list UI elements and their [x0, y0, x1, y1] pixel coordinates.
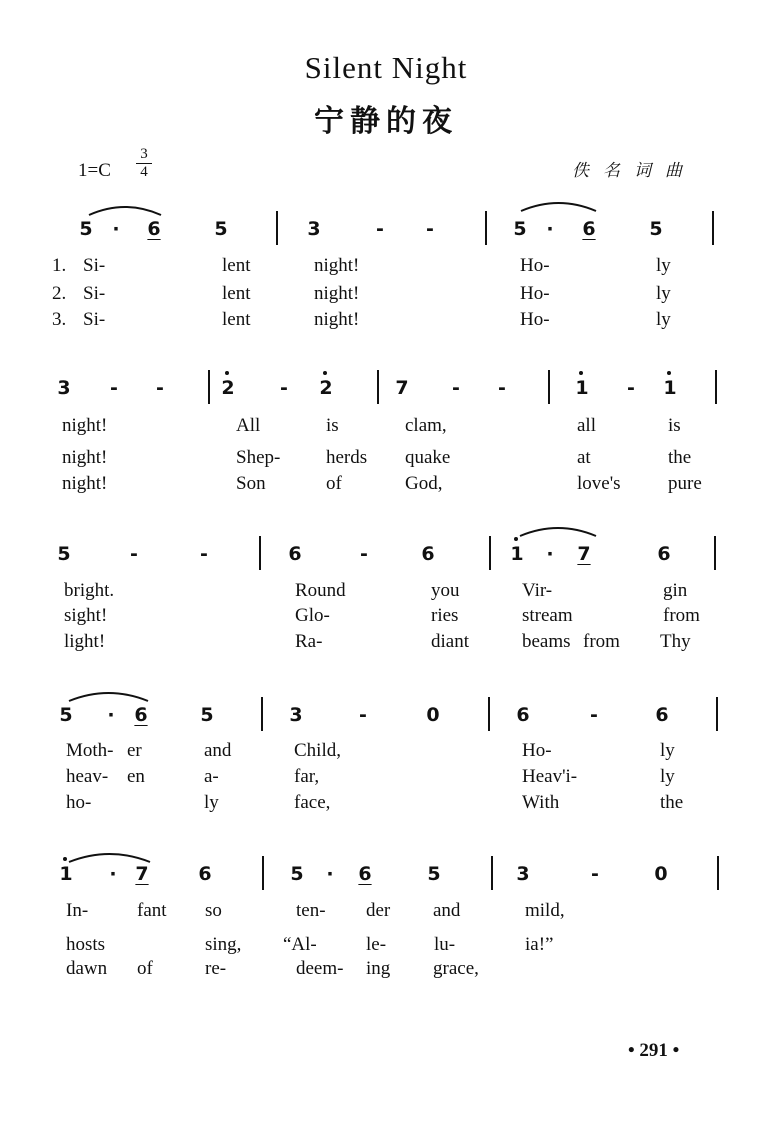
lyric-syllable: Son	[236, 473, 266, 494]
verse-number: 3.	[52, 309, 67, 330]
slur	[519, 524, 597, 538]
jianpu-note: -	[498, 377, 506, 399]
lyric-syllable: sight!	[64, 605, 108, 626]
verse-number: 2.	[52, 283, 67, 304]
lyric-syllable: diant	[431, 631, 469, 652]
slur	[520, 199, 597, 213]
lyric-syllable: Si-	[83, 309, 106, 330]
slur	[68, 850, 151, 864]
lyric-syllable: le-	[366, 934, 387, 955]
lyric-syllable: Ho-	[520, 309, 550, 330]
lyric-syllable: Ho-	[520, 283, 550, 304]
lyric-syllable: and	[433, 900, 461, 921]
jianpu-note: ·	[107, 704, 115, 726]
lyric-syllable: of	[326, 473, 342, 494]
lyric-syllable: from	[663, 605, 700, 626]
jianpu-note: 5	[214, 218, 228, 240]
lyric-syllable: and	[204, 740, 232, 761]
jianpu-note: -	[590, 704, 598, 726]
lyric-syllable: far,	[294, 766, 320, 787]
lyric-syllable: stream	[522, 605, 573, 626]
lyric-syllable: Child,	[294, 740, 341, 761]
jianpu-note: -	[426, 218, 434, 240]
jianpu-note: -	[130, 543, 138, 565]
lyric-syllable: Moth-	[66, 740, 114, 761]
jianpu-note: 3	[516, 863, 530, 885]
slur	[68, 689, 149, 703]
jianpu-note: 3	[289, 704, 303, 726]
lyric-syllable: ten-	[296, 900, 326, 921]
lyric-syllable: Si-	[83, 255, 106, 276]
time-signature-numerator: 3	[136, 146, 152, 164]
bar-line	[208, 370, 210, 404]
lyric-syllable: pure	[668, 473, 702, 494]
jianpu-note: 1	[54, 864, 78, 884]
time-signature	[136, 146, 152, 181]
jianpu-note: -	[452, 377, 460, 399]
lyric-syllable: ia!”	[525, 934, 554, 955]
lyric-syllable: er	[127, 740, 142, 761]
jianpu-note: -	[359, 704, 367, 726]
lyric-syllable: you	[431, 580, 460, 601]
lyric-syllable: ho-	[66, 792, 92, 813]
bar-line	[276, 211, 278, 245]
octave-dot	[579, 371, 583, 375]
bar-line	[717, 856, 719, 890]
lyric-syllable: dawn	[66, 958, 108, 979]
bar-line	[716, 697, 718, 731]
lyric-syllable: night!	[62, 447, 108, 468]
jianpu-note: -	[591, 863, 599, 885]
jianpu-note: 3	[57, 377, 71, 399]
lyric-syllable: light!	[64, 631, 106, 652]
lyric-syllable: Heav'i-	[522, 766, 578, 787]
lyric-syllable: night!	[62, 473, 108, 494]
jianpu-note: ·	[112, 218, 120, 240]
jianpu-note: ·	[546, 543, 554, 565]
lyric-syllable: God,	[405, 473, 443, 494]
lyric-syllable: Glo-	[295, 605, 330, 626]
lyric-syllable: Ho-	[520, 255, 550, 276]
title-chinese: 宁静的夜	[314, 104, 458, 139]
lyric-syllable: re-	[205, 958, 227, 979]
octave-dot	[225, 371, 229, 375]
lyric-syllable: lent	[222, 309, 251, 330]
lyric-syllable: deem-	[296, 958, 344, 979]
bar-line	[548, 370, 550, 404]
jianpu-note: -	[627, 377, 635, 399]
octave-dot	[514, 537, 518, 541]
bar-line	[491, 856, 493, 890]
jianpu-note: -	[110, 377, 118, 399]
lyric-syllable: so	[205, 900, 222, 921]
lyric-syllable: the	[660, 792, 684, 813]
lyric-syllable: from	[583, 631, 620, 652]
jianpu-note: 3	[307, 218, 321, 240]
bar-line	[489, 536, 491, 570]
page-number: • 291 •	[628, 1040, 680, 1061]
jianpu-note: 5	[59, 704, 73, 726]
title-english: Silent Night	[304, 50, 468, 85]
jianpu-note: 6	[198, 863, 212, 885]
jianpu-note: 5	[427, 863, 441, 885]
lyric-syllable: en	[127, 766, 145, 787]
jianpu-note: 5	[649, 218, 663, 240]
lyric-syllable: ly	[204, 792, 219, 813]
lyric-syllable: With	[522, 792, 560, 813]
lyric-syllable: In-	[66, 900, 89, 921]
lyric-syllable: ries	[431, 605, 459, 626]
lyric-syllable: ly	[656, 309, 671, 330]
jianpu-note: 1	[570, 378, 594, 398]
bar-line	[259, 536, 261, 570]
jianpu-note: 5	[79, 218, 93, 240]
lyric-syllable: heav-	[66, 766, 109, 787]
jianpu-note: 6	[582, 218, 596, 240]
lyric-syllable: the	[668, 447, 692, 468]
lyric-syllable: lent	[222, 283, 251, 304]
jianpu-note: 1	[505, 544, 529, 564]
lyric-syllable: all	[577, 415, 596, 436]
bar-line	[714, 536, 716, 570]
lyric-syllable: grace,	[433, 958, 479, 979]
lyric-syllable: hosts	[66, 934, 106, 955]
bar-line	[262, 856, 264, 890]
lyric-syllable: Ho-	[522, 740, 552, 761]
jianpu-note: ·	[109, 863, 117, 885]
jianpu-note: 7	[135, 863, 149, 885]
lyric-syllable: quake	[405, 447, 451, 468]
lyric-syllable: Ra-	[295, 631, 323, 652]
lyric-syllable: is	[326, 415, 339, 436]
lyric-syllable: is	[668, 415, 681, 436]
lyric-syllable: a-	[204, 766, 219, 787]
lyric-syllable: night!	[314, 255, 360, 276]
jianpu-note: 6	[655, 704, 669, 726]
lyric-syllable: bright.	[64, 580, 115, 601]
bar-line	[488, 697, 490, 731]
jianpu-note: 6	[421, 543, 435, 565]
lyric-syllable: night!	[62, 415, 108, 436]
lyric-syllable: ly	[660, 740, 675, 761]
lyric-syllable: face,	[294, 792, 331, 813]
jianpu-note: 5	[290, 863, 304, 885]
jianpu-note: 0	[654, 863, 668, 885]
jianpu-note: 2	[314, 378, 338, 398]
jianpu-note: 6	[516, 704, 530, 726]
jianpu-note: 1	[658, 378, 682, 398]
octave-dot	[667, 371, 671, 375]
lyric-syllable: der	[366, 900, 391, 921]
jianpu-note: 5	[200, 704, 214, 726]
lyric-syllable: of	[137, 958, 153, 979]
lyric-syllable: ly	[660, 766, 675, 787]
lyric-syllable: clam,	[405, 415, 447, 436]
lyric-syllable: at	[577, 447, 591, 468]
jianpu-note: 5	[513, 218, 527, 240]
jianpu-note: 2	[216, 378, 240, 398]
lyric-syllable: Vir-	[522, 580, 553, 601]
lyric-syllable: lu-	[434, 934, 456, 955]
lyric-syllable: ing	[366, 958, 391, 979]
jianpu-note: 6	[657, 543, 671, 565]
lyric-syllable: fant	[137, 900, 167, 921]
slur	[88, 203, 162, 217]
verse-number: 1.	[52, 255, 67, 276]
bar-line	[485, 211, 487, 245]
octave-dot	[63, 857, 67, 861]
credit: 佚名词曲	[572, 161, 696, 181]
time-signature-denominator: 4	[140, 164, 148, 180]
lyric-syllable: sing,	[205, 934, 242, 955]
jianpu-note: -	[376, 218, 384, 240]
bar-line	[377, 370, 379, 404]
jianpu-note: 6	[288, 543, 302, 565]
jianpu-note: -	[360, 543, 368, 565]
lyric-syllable: Round	[295, 580, 346, 601]
jianpu-note: -	[200, 543, 208, 565]
lyric-syllable: Si-	[83, 283, 106, 304]
jianpu-note: ·	[546, 218, 554, 240]
jianpu-note: 5	[57, 543, 71, 565]
jianpu-note: 6	[358, 863, 372, 885]
lyric-syllable: gin	[663, 580, 688, 601]
jianpu-note: ·	[326, 863, 334, 885]
lyric-syllable: “Al-	[283, 934, 317, 955]
lyric-syllable: lent	[222, 255, 251, 276]
bar-line	[261, 697, 263, 731]
lyric-syllable: ly	[656, 283, 671, 304]
lyric-syllable: beams	[522, 631, 571, 652]
jianpu-note: 6	[134, 704, 148, 726]
key-signature: 1=C	[78, 160, 111, 181]
bar-line	[712, 211, 714, 245]
lyric-syllable: herds	[326, 447, 368, 468]
jianpu-note: 0	[426, 704, 440, 726]
jianpu-note: 7	[577, 543, 591, 565]
lyric-syllable: night!	[314, 283, 360, 304]
jianpu-note: -	[280, 377, 288, 399]
lyric-syllable: Thy	[660, 631, 691, 652]
lyric-syllable: mild,	[525, 900, 565, 921]
lyric-syllable: love's	[577, 473, 621, 494]
jianpu-note: 6	[147, 218, 161, 240]
octave-dot	[323, 371, 327, 375]
lyric-syllable: ly	[656, 255, 671, 276]
lyric-syllable: All	[236, 415, 261, 436]
bar-line	[715, 370, 717, 404]
jianpu-note: 7	[395, 377, 409, 399]
lyric-syllable: night!	[314, 309, 360, 330]
lyric-syllable: Shep-	[236, 447, 281, 468]
jianpu-note: -	[156, 377, 164, 399]
